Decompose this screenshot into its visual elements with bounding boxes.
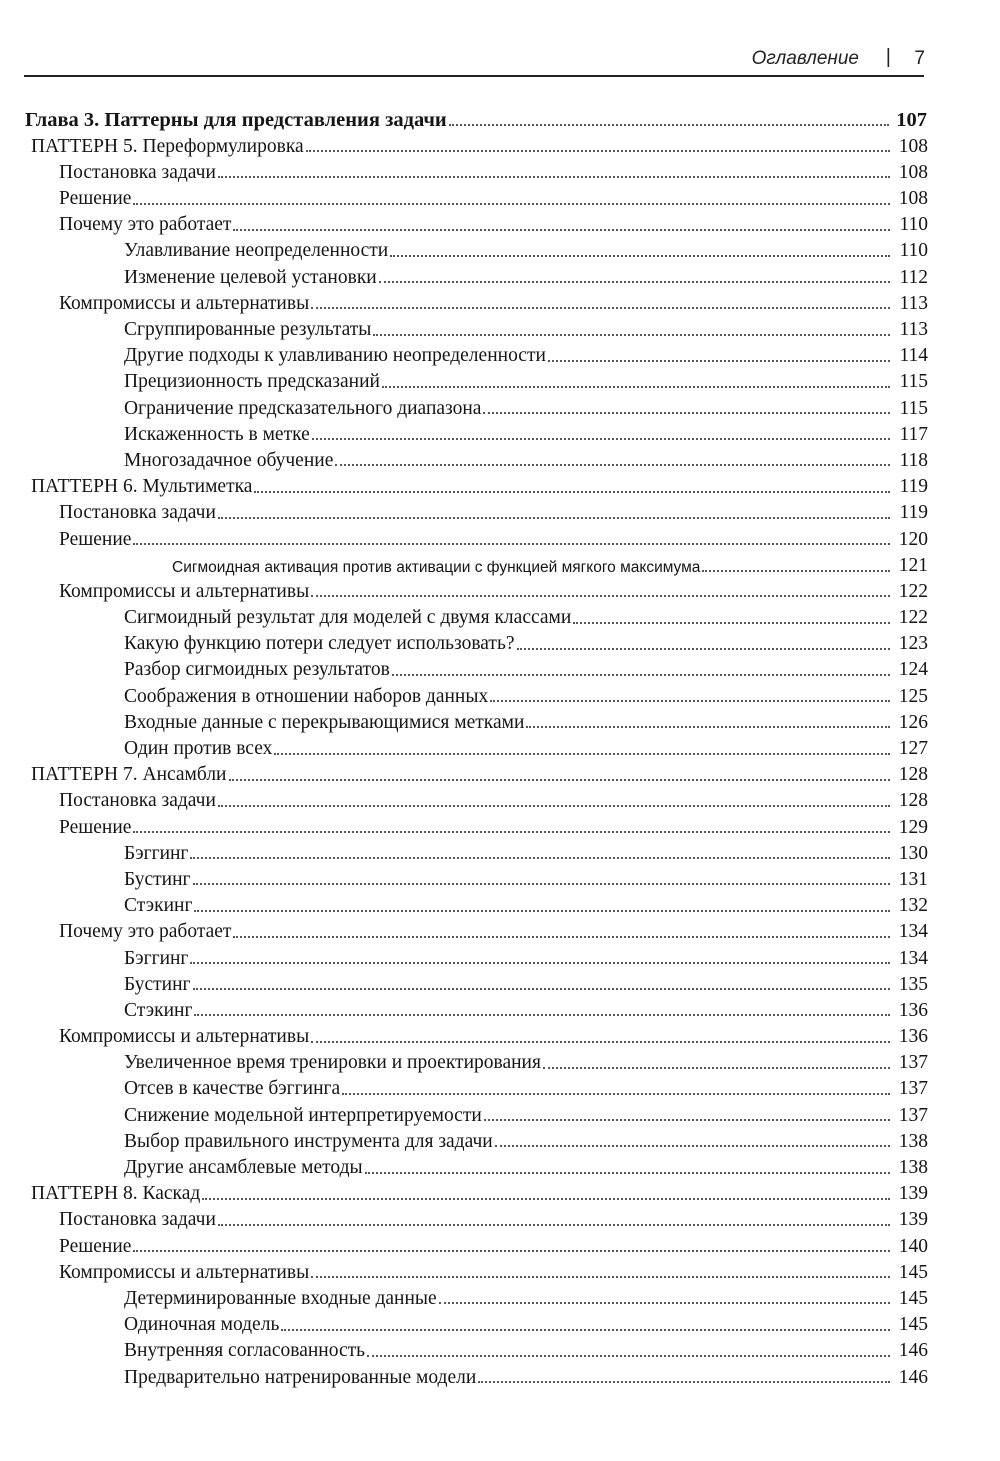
toc-entry-title: Почему это работает	[59, 214, 232, 236]
toc-entry-title: Внутренняя согласованность	[124, 1340, 366, 1362]
toc-entry-page-number: 125	[898, 685, 928, 707]
toc-entry-title: Входные данные с перекрывающимися метками	[124, 711, 525, 733]
toc-entry-page-number: 122	[898, 580, 928, 602]
toc-section-row[interactable]	[0, 787, 928, 813]
toc-entry-page-number: 132	[898, 895, 928, 917]
toc-subsection-row[interactable]	[0, 865, 928, 891]
running-header	[0, 44, 925, 74]
dot-leader	[311, 1276, 890, 1278]
toc-entry-page-number: 140	[898, 1235, 928, 1257]
toc-subsection-row[interactable]	[0, 1153, 928, 1179]
toc-entry-page-number: 145	[898, 1261, 928, 1283]
toc-entry-page-number: 128	[898, 790, 928, 812]
toc-entry-page-number: 135	[898, 973, 928, 995]
toc-entry-page-number: 108	[898, 135, 928, 157]
dot-leader	[190, 857, 890, 859]
toc-subsection-row[interactable]	[0, 603, 928, 629]
toc-sidebar-note-row[interactable]	[0, 551, 928, 577]
toc-entry-page-number: 124	[898, 659, 928, 681]
toc-subsection-row[interactable]	[0, 368, 928, 394]
dot-leader	[306, 150, 890, 152]
toc-entry-title: Многозадачное обучение	[124, 449, 334, 471]
toc-entry-title: Предварительно натренированные модели	[124, 1366, 477, 1388]
toc-section-row[interactable]	[0, 525, 928, 551]
toc-entry-title: Компромиссы и альтернативы	[59, 580, 310, 602]
toc-entry-title: Постановка задачи	[59, 161, 216, 183]
toc-entry-title: Компромиссы и альтернативы	[59, 292, 310, 314]
toc-entry-title: Бустинг	[124, 868, 191, 890]
dot-leader	[367, 1355, 890, 1357]
dot-leader	[439, 1302, 890, 1304]
toc-entry-page-number: 115	[899, 371, 928, 393]
dot-leader	[194, 910, 890, 912]
toc-entry-page-number: 114	[899, 345, 928, 367]
toc-entry-page-number: 136	[898, 1026, 928, 1048]
toc-entry-page-number: 108	[898, 188, 928, 210]
dot-leader	[133, 1250, 890, 1252]
dot-leader	[478, 1381, 890, 1383]
toc-entry-title: Решение	[59, 816, 132, 838]
toc-entry-page-number: 113	[899, 292, 928, 314]
toc-entry-page-number: 122	[898, 607, 928, 629]
toc-entry-page-number: 123	[898, 633, 928, 655]
dot-leader	[133, 203, 890, 205]
toc-section-row[interactable]	[0, 1232, 928, 1258]
toc-subsection-row[interactable]	[0, 1127, 928, 1153]
toc-section-row[interactable]	[0, 1206, 928, 1232]
toc-subsection-row[interactable]	[0, 970, 928, 996]
toc-subsection-row[interactable]	[0, 630, 928, 656]
toc-section-row[interactable]	[0, 499, 928, 525]
toc-entry-title: Искаженность в метке	[124, 423, 310, 445]
toc-subsection-row[interactable]	[0, 446, 928, 472]
dot-leader	[342, 1093, 890, 1095]
toc-entry-page-number: 121	[898, 554, 928, 576]
toc-entry-page-number: 137	[898, 1104, 928, 1126]
dot-leader	[449, 124, 889, 126]
dot-leader	[194, 1014, 890, 1016]
toc-subsection-row[interactable]	[0, 1284, 928, 1310]
toc-entry-page-number: 112	[899, 266, 928, 288]
dot-leader	[548, 360, 890, 362]
dot-leader	[218, 1224, 890, 1226]
toc-entry-title: Другие ансамблевые методы	[124, 1157, 363, 1178]
toc-entry-page-number: 134	[898, 921, 928, 943]
header-rule	[24, 75, 924, 77]
toc-section-row[interactable]	[0, 813, 928, 839]
dot-leader	[133, 543, 890, 545]
toc-entry-title: Улавливание неопределенности	[124, 240, 389, 262]
toc-entry-page-number: 138	[898, 1157, 928, 1178]
toc-entry-title: Разбор сигмоидных результатов	[124, 659, 390, 681]
dot-leader	[218, 517, 890, 519]
toc-entry-page-number: 107	[896, 108, 927, 131]
dot-leader	[229, 779, 891, 781]
dot-leader	[311, 307, 890, 309]
toc-entry-title: Какую функцию потери следует использовать?	[124, 633, 515, 655]
toc-subsection-row[interactable]	[0, 237, 928, 263]
dot-leader	[202, 1198, 890, 1200]
toc-entry-title: Детерминированные входные данные	[124, 1287, 437, 1309]
toc-entry-title: Снижение модельной интерпретируемости	[124, 1104, 482, 1126]
toc-subsection-row[interactable]	[0, 944, 928, 970]
toc-entry-title: Стэкинг	[124, 999, 193, 1021]
toc-entry-title: Бэггинг	[124, 842, 189, 864]
dot-leader	[379, 281, 890, 283]
toc-entry-title: Бустинг	[124, 973, 191, 995]
toc-subsection-row[interactable]	[0, 891, 928, 917]
toc-section-row[interactable]	[0, 577, 928, 603]
toc-entry-page-number: 130	[898, 842, 928, 864]
toc-subsection-row[interactable]	[0, 263, 928, 289]
table-of-contents	[0, 101, 1000, 1389]
toc-entry-page-number: 137	[898, 1078, 928, 1100]
toc-section-row[interactable]	[0, 1258, 928, 1284]
toc-entry-page-number: 126	[898, 711, 928, 733]
toc-subsection-row[interactable]	[0, 420, 928, 446]
dot-leader	[254, 491, 890, 493]
toc-entry-title: Выбор правильного инструмента для задачи	[124, 1130, 493, 1152]
toc-entry-page-number: 146	[898, 1340, 928, 1362]
toc-subsection-row[interactable]	[0, 839, 928, 865]
toc-entry-title: Один против всех	[124, 738, 273, 759]
toc-entry-title: ПАТТЕРН 6. Мультиметка	[31, 476, 253, 498]
toc-entry-page-number: 110	[899, 214, 928, 236]
toc-entry-page-number: 118	[899, 449, 928, 471]
toc-entry-page-number: 146	[898, 1366, 928, 1388]
toc-entry-title: Постановка задачи	[59, 790, 216, 812]
dot-leader	[702, 570, 890, 572]
dot-leader	[311, 1041, 890, 1043]
toc-section-row[interactable]	[0, 289, 928, 315]
toc-entry-title: Решение	[59, 528, 132, 550]
toc-entry-title: Постановка задачи	[59, 502, 216, 524]
toc-subsection-row[interactable]	[0, 1363, 928, 1389]
running-header-title: Оглавление	[751, 48, 859, 69]
dot-leader	[218, 176, 890, 178]
toc-subsection-row[interactable]	[0, 342, 928, 368]
dot-leader	[543, 1067, 890, 1069]
toc-subsection-row[interactable]	[0, 1075, 928, 1101]
toc-entry-title: ПАТТЕРН 5. Переформулировка	[31, 135, 304, 157]
dot-leader	[573, 622, 890, 624]
toc-entry-title: ПАТТЕРН 7. Ансамбли	[31, 764, 227, 786]
dot-leader	[483, 412, 890, 414]
dot-leader	[484, 1119, 890, 1121]
dot-leader	[193, 883, 890, 885]
toc-subsection-row[interactable]	[0, 734, 928, 760]
toc-entry-title: Изменение целевой установки	[124, 266, 377, 288]
toc-entry-title: Компромиссы и альтернативы	[59, 1026, 310, 1048]
toc-entry-page-number: 120	[898, 528, 928, 550]
dot-leader	[335, 464, 890, 466]
toc-entry-title: Другие подходы к улавливанию неопределенности	[124, 345, 546, 367]
dot-leader	[281, 1329, 890, 1331]
dot-leader	[390, 255, 890, 257]
dot-leader	[274, 753, 890, 755]
toc-entry-page-number: 145	[898, 1314, 928, 1336]
dot-leader	[133, 831, 890, 833]
toc-pattern-row[interactable]	[0, 472, 928, 498]
dot-leader	[490, 700, 890, 702]
dot-leader	[517, 648, 891, 650]
toc-entry-page-number: 108	[898, 161, 928, 183]
toc-entry-page-number: 137	[898, 1052, 928, 1074]
toc-entry-page-number: 145	[898, 1287, 928, 1309]
dot-leader	[190, 962, 890, 964]
toc-entry-title: Одиночная модель	[124, 1314, 280, 1336]
toc-subsection-row[interactable]	[0, 708, 928, 734]
toc-entry-title: Увеличенное время тренировки и проектирования	[124, 1052, 541, 1074]
running-header-page-number: 7	[914, 48, 925, 69]
toc-entry-page-number: 119	[899, 476, 928, 498]
toc-entry-title: Отсев в качестве бэггинга	[124, 1078, 341, 1100]
dot-leader	[382, 386, 890, 388]
toc-entry-title: Решение	[59, 188, 132, 210]
dot-leader	[312, 438, 890, 440]
dot-leader	[233, 936, 890, 938]
toc-chapter-row[interactable]	[0, 101, 927, 132]
toc-entry-page-number: 119	[899, 502, 928, 524]
toc-subsection-row[interactable]	[0, 1101, 928, 1127]
toc-subsection-row[interactable]	[0, 1049, 928, 1075]
toc-subsection-row[interactable]	[0, 996, 928, 1022]
toc-entry-page-number: 131	[898, 868, 928, 890]
toc-section-row[interactable]	[0, 184, 928, 210]
toc-entry-title: Стэкинг	[124, 895, 193, 917]
toc-entry-page-number: 134	[898, 947, 928, 969]
toc-section-row[interactable]	[0, 211, 928, 237]
toc-entry-page-number: 127	[898, 738, 928, 759]
running-header-separator: |	[885, 46, 891, 68]
toc-entry-page-number: 139	[898, 1183, 928, 1205]
toc-entry-page-number: 136	[898, 999, 928, 1021]
toc-subsection-row[interactable]	[0, 1337, 928, 1363]
toc-subsection-row[interactable]	[0, 656, 928, 682]
toc-entry-title: Решение	[59, 1235, 132, 1257]
dot-leader	[233, 229, 890, 231]
dot-leader	[193, 988, 890, 990]
toc-entry-title: Компромиссы и альтернативы	[59, 1261, 310, 1283]
toc-entry-title: Сигмоидная активация против активации с функцией мягкого максимума	[172, 558, 701, 576]
toc-entry-title: Постановка задачи	[59, 1209, 216, 1231]
toc-entry-page-number: 110	[899, 240, 928, 262]
dot-leader	[365, 1172, 890, 1174]
toc-entry-title: Сигмоидный результат для моделей с двумя классами	[124, 607, 572, 629]
toc-subsection-row[interactable]	[0, 1310, 928, 1336]
toc-entry-title: ПАТТЕРН 8. Каскад	[31, 1183, 201, 1205]
toc-entry-title: Ограничение предсказательного диапазона	[124, 397, 482, 419]
toc-subsection-row[interactable]	[0, 315, 928, 341]
toc-entry-title: Сгруппированные результаты	[124, 319, 372, 340]
toc-section-row[interactable]	[0, 158, 928, 184]
toc-pattern-row[interactable]	[0, 132, 928, 158]
toc-entry-page-number: 113	[899, 319, 928, 340]
toc-entry-page-number: 128	[898, 764, 928, 786]
toc-subsection-row[interactable]	[0, 394, 928, 420]
toc-pattern-row[interactable]	[0, 1180, 928, 1206]
toc-entry-title: Прецизионность предсказаний	[124, 371, 380, 393]
toc-pattern-row[interactable]	[0, 761, 928, 787]
toc-entry-page-number: 115	[899, 397, 928, 419]
toc-entry-title: Почему это работает	[59, 921, 232, 943]
toc-entry-title: Бэггинг	[124, 947, 189, 969]
dot-leader	[218, 805, 890, 807]
toc-entry-title: Соображения в отношении наборов данных	[124, 685, 489, 707]
toc-entry-page-number: 117	[899, 423, 928, 445]
toc-entry-page-number: 129	[898, 816, 928, 838]
dot-leader	[373, 334, 890, 336]
toc-section-row[interactable]	[0, 1022, 928, 1048]
toc-entry-title: Глава 3. Паттерны для представления задачи	[25, 108, 447, 131]
dot-leader	[526, 726, 890, 728]
dot-leader	[392, 674, 890, 676]
toc-entry-page-number: 139	[898, 1209, 928, 1231]
toc-entry-page-number: 138	[898, 1130, 928, 1152]
toc-section-row[interactable]	[0, 918, 928, 944]
toc-subsection-row[interactable]	[0, 682, 928, 708]
dot-leader	[495, 1145, 890, 1147]
dot-leader	[311, 595, 890, 597]
